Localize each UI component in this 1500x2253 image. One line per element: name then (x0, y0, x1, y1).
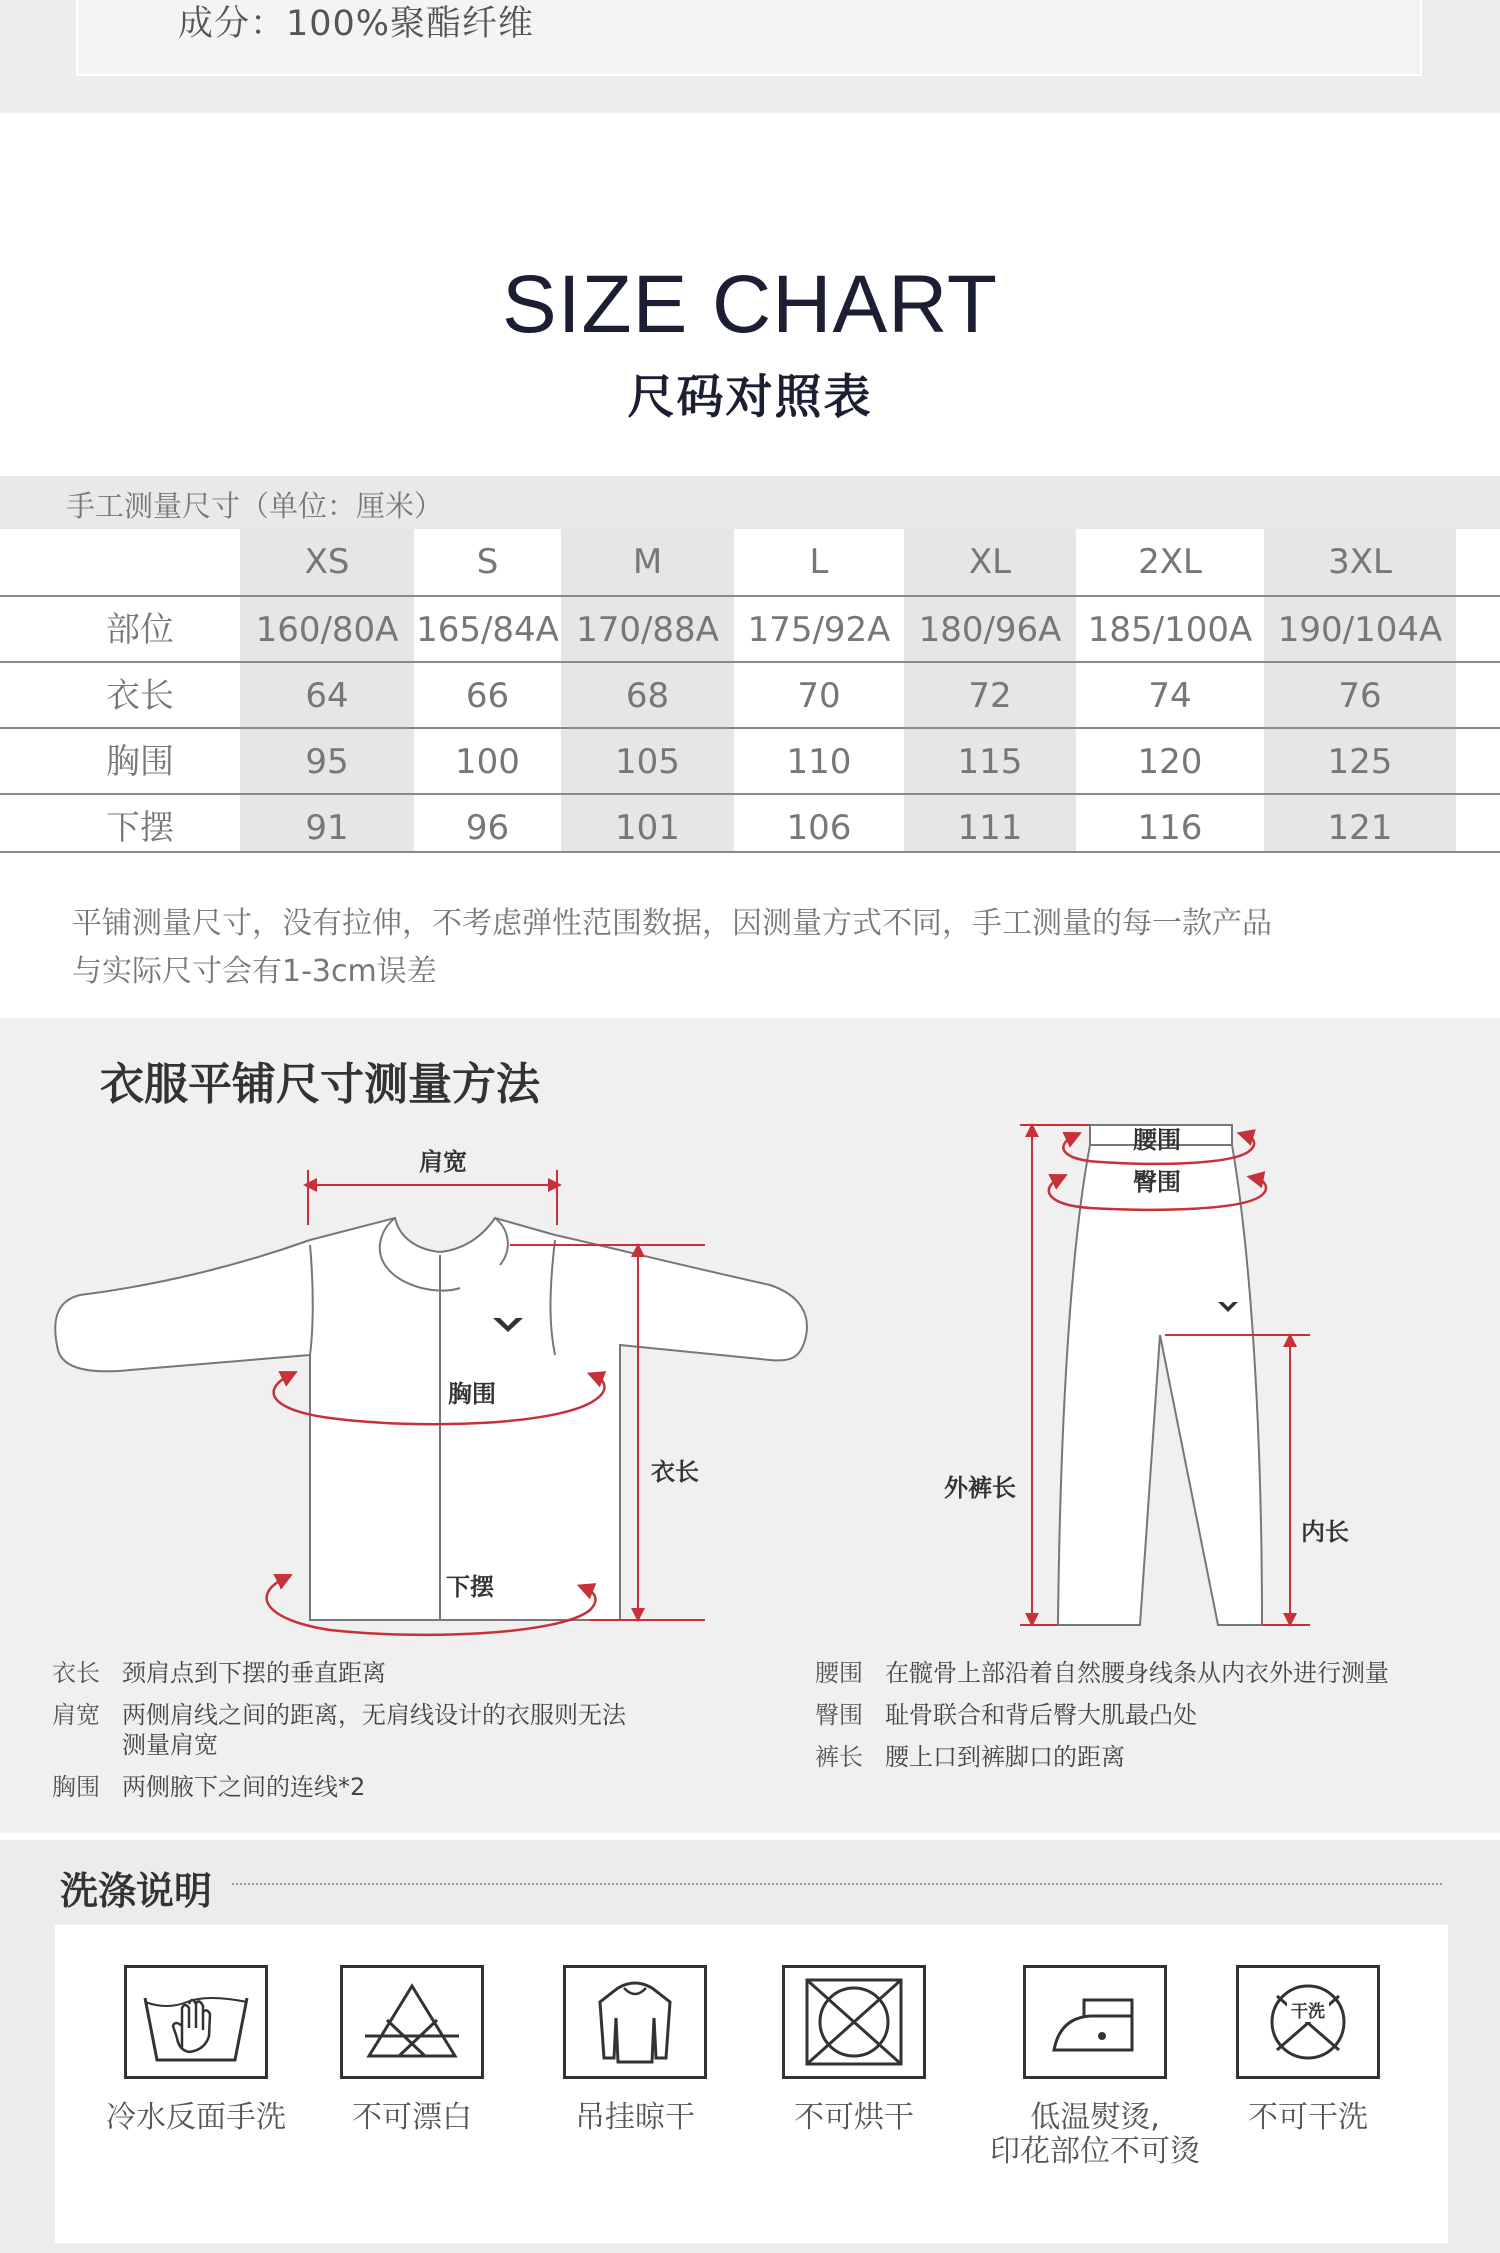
definition-text: 颈肩点到下摆的垂直距离 (122, 1659, 386, 1687)
wash-item (302, 1965, 522, 2135)
size-chart-subtitle: 尺码对照表 (627, 370, 873, 425)
size-chart-title: SIZE CHART (502, 259, 998, 350)
definition-text: 两侧肩线之间的距离，无肩线设计的衣服则无法 (122, 1701, 626, 1729)
table-cell: 68 (625, 676, 670, 716)
wash-label: 冷水反面手洗 (106, 2100, 286, 2135)
composition-box (76, 0, 1422, 76)
size-header-cell: XS (304, 542, 350, 582)
composition-text: 成分：100%聚酯纤维 (178, 4, 535, 44)
wash-label: 吊挂晾干 (575, 2100, 695, 2135)
row-label: 衣长 (106, 676, 174, 716)
table-cell: 72 (968, 676, 1012, 716)
washing-divider (232, 1883, 1442, 1885)
table-cell: 170/88A (576, 610, 719, 650)
table-cell: 111 (957, 808, 1023, 848)
table-cell: 121 (1327, 808, 1393, 848)
size-header-cell: M (632, 542, 663, 582)
table-cell: 91 (305, 808, 349, 848)
no-tumble-dry-icon (782, 1965, 926, 2079)
table-cell: 165/84A (416, 610, 559, 650)
definition-item (52, 1772, 365, 1802)
definition-text: 在髋骨上部沿着自然腰身线条从内衣外进行测量 (885, 1659, 1389, 1687)
inseam-label: 内长 (1301, 1518, 1349, 1546)
table-cell: 66 (465, 676, 510, 716)
hem-label: 下摆 (446, 1573, 494, 1601)
definition-item (52, 1700, 626, 1760)
hang-dry-icon (563, 1965, 707, 2079)
wash-label: 不可漂白 (352, 2100, 472, 2135)
definition-item (815, 1700, 1197, 1730)
wash-item (975, 1965, 1215, 2169)
wash-item (1198, 1965, 1418, 2135)
no-bleach-icon (340, 1965, 484, 2079)
wash-item (744, 1965, 964, 2135)
table-cell: 74 (1148, 676, 1192, 716)
definition-key: 裤长 (815, 1743, 863, 1771)
table-row (0, 595, 1500, 661)
size-header-cell: 3XL (1328, 542, 1392, 582)
definition-key: 臀围 (815, 1701, 863, 1729)
definition-key: 肩宽 (52, 1701, 100, 1729)
table-cell: 64 (305, 676, 349, 716)
table-cell: 180/96A (918, 610, 1062, 650)
size-header-row (0, 529, 1500, 595)
table-cell: 96 (465, 808, 510, 848)
row-label: 下摆 (106, 808, 174, 848)
dry-clean-badge: 干洗 (1291, 2002, 1325, 2022)
definition-key: 胸围 (52, 1773, 100, 1801)
table-unit-label: 手工测量尺寸（单位：厘米） (66, 489, 444, 523)
row-label: 胸围 (106, 742, 174, 782)
table-cell: 106 (786, 808, 852, 848)
table-cell: 100 (455, 742, 520, 782)
measurement-title: 衣服平铺尺寸测量方法 (100, 1059, 540, 1110)
note-line: 平铺测量尺寸，没有拉伸，不考虑弹性范围数据，因测量方式不同，手工测量的每一款产品 (72, 906, 1272, 941)
pants-outline (1058, 1125, 1262, 1625)
shoulder-label: 肩宽 (419, 1148, 467, 1176)
low-iron-icon (1023, 1965, 1167, 2079)
size-header-cell: XL (968, 542, 1012, 582)
measurement-note (72, 900, 1452, 996)
definition-text: 两侧腋下之间的连线*2 (122, 1773, 366, 1801)
outseam-label: 外裤长 (944, 1474, 1016, 1502)
waist-label: 腰围 (1133, 1126, 1181, 1154)
table-cell: 95 (305, 742, 349, 782)
table-cell: 160/80A (255, 610, 399, 650)
length-label: 衣长 (651, 1458, 699, 1486)
table-cell: 110 (786, 742, 852, 782)
no-dry-clean-icon (1236, 1965, 1380, 2079)
definition-item (815, 1658, 1389, 1688)
table-cell: 125 (1327, 742, 1393, 782)
table-cell: 101 (615, 808, 680, 848)
table-row (0, 727, 1500, 793)
table-cell: 115 (957, 742, 1023, 782)
row-label: 部位 (106, 610, 174, 650)
size-header-cell: L (809, 542, 829, 582)
table-cell: 175/92A (747, 610, 891, 650)
washing-title: 洗涤说明 (60, 1869, 213, 1913)
definition-text: 腰上口到裤脚口的距离 (885, 1743, 1125, 1771)
hand-wash-icon (124, 1965, 268, 2079)
table-bottom-rule (0, 851, 1500, 853)
wash-item (525, 1965, 745, 2135)
note-line: 与实际尺寸会有1-3cm误差 (72, 954, 437, 989)
table-cell: 185/100A (1087, 610, 1253, 650)
table-cell: 120 (1137, 742, 1203, 782)
hip-label: 臀围 (1133, 1168, 1181, 1196)
wash-label: 不可干洗 (1248, 2100, 1368, 2135)
table-cell: 105 (615, 742, 680, 782)
table-row (0, 793, 1500, 859)
chest-label: 胸围 (448, 1380, 496, 1408)
definition-item (815, 1742, 1125, 1772)
definition-text: 耻骨联合和背后臀大肌最凸处 (885, 1701, 1197, 1729)
size-header-cell: S (476, 542, 499, 582)
definition-key: 腰围 (815, 1659, 863, 1687)
jacket-outline (55, 1218, 807, 1620)
definition-text: 测量肩宽 (122, 1731, 218, 1759)
definition-item (52, 1658, 386, 1688)
table-cell: 76 (1338, 676, 1382, 716)
table-cell: 70 (797, 676, 841, 716)
definition-key: 衣长 (52, 1659, 100, 1687)
size-header-cell: 2XL (1138, 542, 1202, 582)
wash-label: 低温熨烫, 印花部位不可烫 (990, 2100, 1200, 2169)
table-row (0, 661, 1500, 727)
table-cell: 190/104A (1277, 610, 1443, 650)
wash-item (86, 1965, 306, 2135)
table-cell: 116 (1137, 808, 1203, 848)
wash-label: 不可烘干 (794, 2100, 914, 2135)
